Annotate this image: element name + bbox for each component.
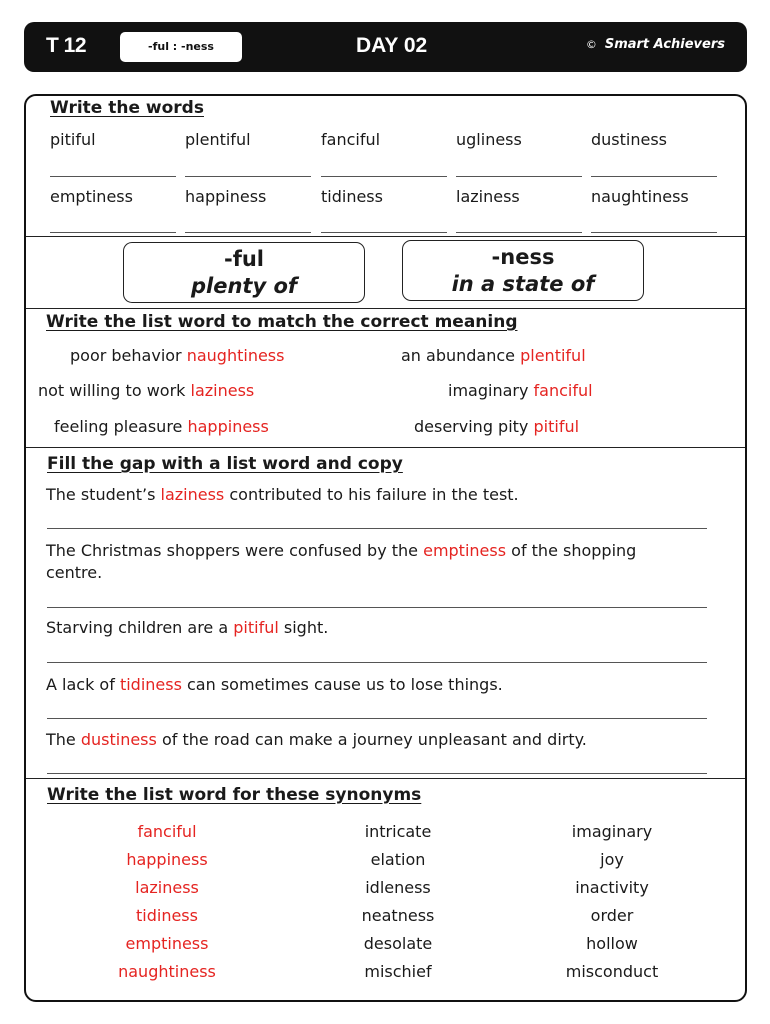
topic-pill: -ful : -ness — [120, 32, 242, 62]
sentence-text: The student’s — [46, 485, 161, 504]
gap-answer: tidiness — [119, 675, 182, 694]
synonym-word: hollow — [586, 934, 638, 953]
word-item: laziness — [456, 187, 520, 206]
meaning-item — [38, 381, 254, 400]
section-divider — [26, 447, 745, 448]
answer-blank[interactable] — [185, 176, 311, 177]
synonym-answer: tidiness — [136, 906, 198, 925]
gap-answer: pitiful — [233, 618, 279, 637]
answer-blank[interactable] — [321, 176, 447, 177]
synonym-answer: laziness — [135, 878, 199, 897]
answer-blank[interactable] — [591, 232, 717, 233]
copy-line[interactable] — [47, 607, 707, 608]
sentence-text: of the road can make a journey unpleasant and dirty. — [156, 730, 587, 749]
meaning-prompt: not willing to work — [38, 381, 186, 400]
sentence-continuation: centre. — [46, 563, 103, 582]
sentence-text: sight. — [278, 618, 329, 637]
sentence-text: The Christmas shoppers were confused by the — [46, 541, 424, 560]
section-title-match-meaning: Write the list word to match the correct meaning — [46, 312, 518, 332]
gap-sentence — [46, 675, 503, 694]
meaning-answer: fanciful — [533, 381, 593, 400]
sentence-text: The — [46, 730, 81, 749]
meaning-prompt: an abundance — [401, 346, 516, 365]
synonym-word: order — [590, 906, 634, 925]
synonym-answer: happiness — [126, 850, 208, 869]
synonym-answer: naughtiness — [118, 962, 216, 981]
word-item: pitiful — [50, 130, 96, 149]
answer-blank[interactable] — [321, 232, 447, 233]
meaning-answer: naughtiness — [186, 346, 285, 365]
meaning-prompt: feeling pleasure — [54, 417, 183, 436]
word-item: dustiness — [591, 130, 668, 149]
copy-line[interactable] — [47, 718, 707, 719]
synonym-word: joy — [600, 850, 624, 869]
synonym-answer: emptiness — [125, 934, 209, 953]
section-divider — [26, 778, 745, 779]
synonym-word: intricate — [364, 822, 432, 841]
synonym-word: desolate — [363, 934, 433, 953]
gap-answer: laziness — [160, 485, 225, 504]
worksheet-code: T 12 — [46, 34, 87, 57]
brand-name: Smart Achievers — [604, 37, 725, 52]
answer-blank[interactable] — [50, 176, 176, 177]
gap-sentence — [46, 485, 519, 504]
answer-blank[interactable] — [456, 176, 582, 177]
copy-line[interactable] — [47, 662, 707, 663]
section-divider — [26, 308, 745, 309]
copyright-symbol: © — [585, 38, 597, 51]
word-item: ugliness — [456, 130, 522, 149]
meaning-item — [401, 346, 586, 365]
synonym-word: imaginary — [571, 822, 653, 841]
meaning-prompt: deserving pity — [414, 417, 529, 436]
suffix-label: -ness — [491, 245, 555, 269]
synonym-word: idleness — [365, 878, 431, 897]
gap-answer: emptiness — [423, 541, 507, 560]
word-item: emptiness — [50, 187, 133, 206]
copy-line[interactable] — [47, 773, 707, 774]
answer-blank[interactable] — [591, 176, 717, 177]
synonym-word: mischief — [364, 962, 432, 981]
synonym-word: elation — [370, 850, 426, 869]
meaning-item — [414, 417, 579, 436]
meaning-answer: happiness — [187, 417, 269, 436]
header-bar — [24, 22, 747, 72]
suffix-box-ness — [402, 240, 644, 301]
suffix-box-ful — [123, 242, 365, 303]
synonym-word: misconduct — [565, 962, 659, 981]
gap-sentence — [46, 730, 587, 749]
meaning-item — [448, 381, 593, 400]
answer-blank[interactable] — [456, 232, 582, 233]
word-item: plentiful — [185, 130, 251, 149]
gap-answer: dustiness — [80, 730, 157, 749]
synonym-word: inactivity — [575, 878, 649, 897]
meaning-prompt: imaginary — [448, 381, 529, 400]
word-item: happiness — [185, 187, 267, 206]
suffix-meaning: in a state of — [451, 272, 595, 296]
meaning-item — [70, 346, 284, 365]
word-item: tidiness — [321, 187, 383, 206]
word-item: naughtiness — [591, 187, 689, 206]
sentence-text: A lack of — [46, 675, 120, 694]
copy-line[interactable] — [47, 528, 707, 529]
section-title-synonyms: Write the list word for these synonyms — [47, 785, 422, 805]
sentence-text: contributed to his failure in the test. — [224, 485, 519, 504]
day-label: DAY 02 — [356, 34, 428, 57]
sentence-text: of the shopping — [506, 541, 637, 560]
meaning-answer: plentiful — [520, 346, 586, 365]
word-item: fanciful — [321, 130, 381, 149]
meaning-prompt: poor behavior — [70, 346, 182, 365]
gap-sentence — [46, 618, 328, 637]
sentence-text: Starving children are a — [46, 618, 234, 637]
synonym-word: neatness — [361, 906, 435, 925]
meaning-answer: laziness — [190, 381, 255, 400]
brand-logo — [586, 37, 725, 52]
meaning-item — [54, 417, 269, 436]
section-divider — [26, 236, 745, 237]
section-title-write-words: Write the words — [50, 98, 204, 118]
synonym-answer: fanciful — [137, 822, 197, 841]
suffix-label: -ful — [223, 247, 264, 271]
answer-blank[interactable] — [185, 232, 311, 233]
suffix-meaning: plenty of — [190, 274, 298, 298]
section-title-fill-gap: Fill the gap with a list word and copy — [47, 454, 403, 474]
gap-sentence — [46, 541, 636, 560]
meaning-answer: pitiful — [533, 417, 580, 436]
sentence-text: can sometimes cause us to lose things. — [181, 675, 503, 694]
answer-blank[interactable] — [50, 232, 176, 233]
